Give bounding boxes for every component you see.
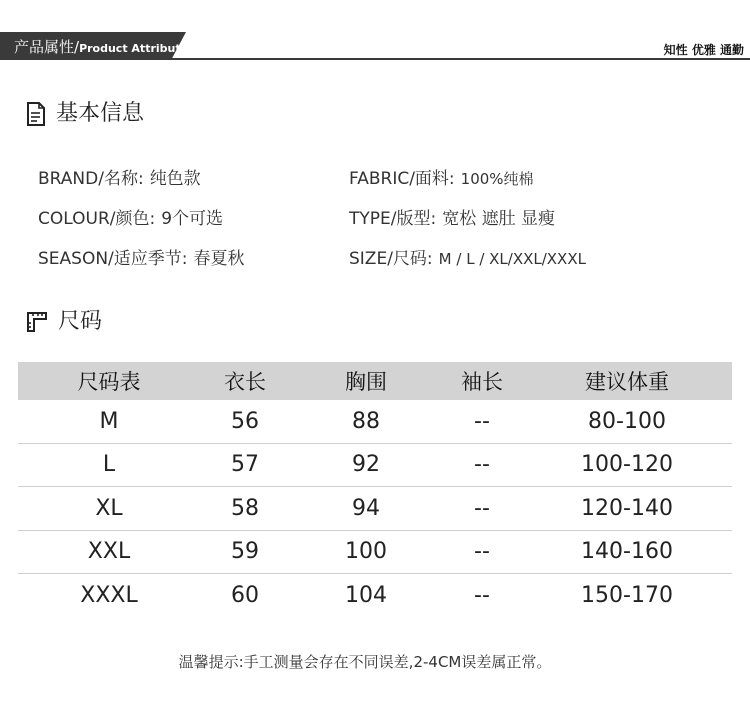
info-colour: [38, 208, 223, 230]
header-title-en: Product Attributes: [79, 42, 195, 55]
header-cell: 袖长: [461, 370, 503, 394]
length-cell: 59: [231, 539, 259, 565]
size-cell: L: [102, 452, 116, 478]
basic-info-title: 基本信息: [56, 101, 145, 126]
size-title: 尺码: [58, 309, 103, 334]
header-cell: 衣长: [224, 370, 266, 394]
basic-info-heading: [26, 101, 144, 127]
info-label: BRAND/名称:: [38, 169, 144, 189]
length-cell: 58: [231, 495, 259, 521]
weight-cell: 150-170: [581, 583, 673, 609]
chest-cell: 104: [345, 583, 387, 609]
info-value: 100%纯棉: [460, 170, 534, 188]
measurement-note: 温馨提示:手工测量会存在不同误差,2-4CM误差属正常。: [178, 653, 552, 671]
info-label: SEASON/适应季节:: [38, 249, 188, 269]
sleeve-cell: --: [474, 495, 490, 521]
info-value: M / L / XL/XXL/XXXL: [438, 250, 586, 268]
chest-cell: 94: [352, 495, 380, 521]
weight-cell: 140-160: [581, 539, 673, 565]
info-label: FABRIC/面料:: [349, 169, 455, 189]
table-row: [18, 487, 732, 531]
header-cell: 尺码表: [77, 370, 141, 394]
table-row: [18, 444, 732, 488]
table-row: [18, 531, 732, 575]
info-brand: [38, 168, 201, 190]
info-fabric: [349, 168, 534, 190]
table-row: [18, 574, 732, 618]
info-value: 纯色款: [149, 169, 201, 189]
header-cell: 胸围: [345, 370, 387, 394]
info-label: COLOUR/颜色:: [38, 209, 156, 229]
size-table-header: [18, 362, 732, 400]
size-cell: XXL: [87, 539, 131, 565]
info-value: 9个可选: [161, 209, 224, 229]
ruler-icon: [26, 311, 48, 333]
sleeve-cell: --: [474, 539, 490, 565]
chest-cell: 100: [345, 539, 387, 565]
weight-cell: 120-140: [581, 495, 673, 521]
chest-cell: 92: [352, 452, 380, 478]
document-icon: [26, 102, 46, 126]
length-cell: 60: [231, 583, 259, 609]
size-cell: XXXL: [80, 583, 138, 609]
header-title: [14, 37, 195, 59]
weight-cell: 100-120: [581, 452, 673, 478]
header-tagline: 知性 优雅 通勤: [663, 43, 744, 57]
size-cell: XL: [95, 495, 123, 521]
size-heading: [26, 309, 102, 335]
chest-cell: 88: [352, 408, 380, 434]
length-cell: 57: [231, 452, 259, 478]
info-season: [38, 248, 245, 270]
size-cell: M: [99, 408, 119, 434]
sleeve-cell: --: [474, 452, 490, 478]
info-label: TYPE/版型:: [349, 209, 437, 229]
info-label: SIZE/尺码:: [349, 249, 433, 269]
sleeve-cell: --: [474, 583, 490, 609]
size-table: [18, 362, 732, 618]
info-type: [349, 208, 555, 230]
header-cell: 建议体重: [585, 370, 669, 394]
sleeve-cell: --: [474, 408, 490, 434]
info-value: 宽松 遮肚 显瘦: [442, 209, 556, 229]
header-title-cn: 产品属性/: [14, 38, 80, 56]
info-value: 春夏秋: [193, 249, 245, 269]
info-size: [349, 248, 586, 270]
table-row: [18, 400, 732, 444]
weight-cell: 80-100: [588, 408, 666, 434]
length-cell: 56: [231, 408, 259, 434]
